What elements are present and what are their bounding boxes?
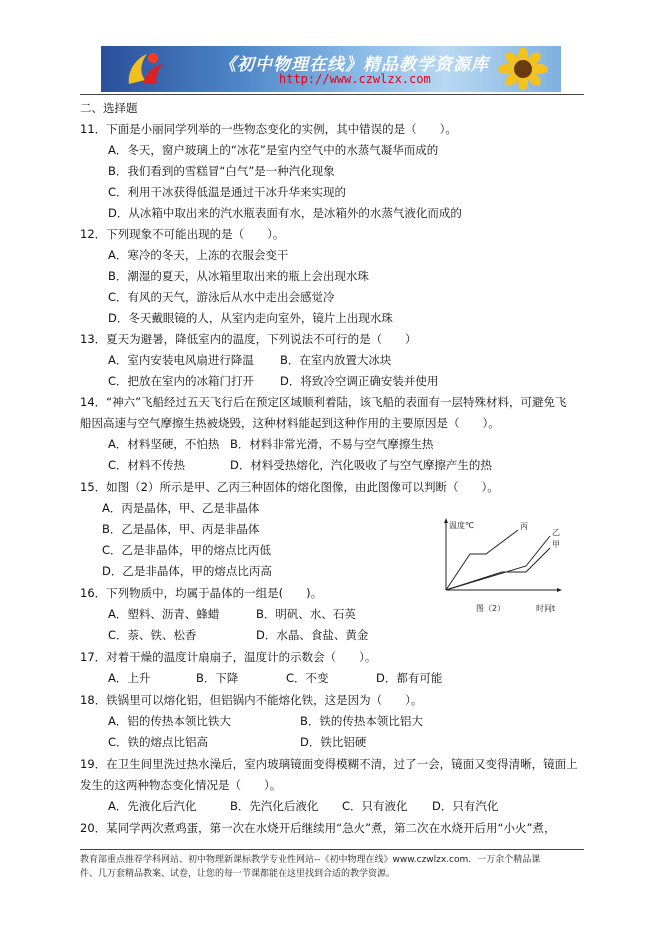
question-19-stem-line1: 19．在卫生间里洗过热水澡后，室内玻璃镜面变得模糊不清，过了一会，镜面又变得清晰，镜面上 bbox=[80, 757, 578, 771]
question-14-stem-line2: 船因高速与空气摩擦生热被烧毁，这种材料能起到这种作用的主要原因是（ ）。 bbox=[80, 416, 500, 430]
question-17-option-b: B．下降 bbox=[196, 671, 239, 685]
question-11-option-c: C．利用干冰获得低温是通过干冰升华来实现的 bbox=[108, 185, 347, 199]
question-16-option-c: C．萘、铁、松香 bbox=[108, 628, 197, 642]
question-18-stem: 18．铁锅里可以熔化铝，但铝锅内不能熔化铁，这是因为（ ）。 bbox=[80, 693, 423, 707]
question-11-option-d: D．从冰箱中取出来的汽水瓶表面有水，是冰箱外的水蒸气液化而成的 bbox=[108, 206, 462, 220]
question-13-option-c: C．把放在室内的冰箱门打开 bbox=[108, 374, 255, 388]
question-13-option-d: D．将致冷空调正确安装并使用 bbox=[280, 374, 439, 388]
question-19-option-a: A．先液化后汽化 bbox=[108, 799, 197, 813]
banner-title: 《初中物理在线》精品教学资源库 bbox=[219, 55, 489, 75]
question-14-option-b: B．材料非常光滑，不易与空气摩擦生热 bbox=[230, 437, 434, 451]
y-axis-arrow-icon bbox=[444, 518, 448, 523]
question-12-option-d: D．冬天戴眼镜的人，从室内走向室外，镜片上出现水珠 bbox=[108, 311, 393, 325]
question-14-option-d: D．材料受热熔化，汽化吸收了与空气摩擦产生的热 bbox=[230, 458, 492, 472]
series-line-2 bbox=[446, 548, 550, 590]
series-label-0: 丙 bbox=[520, 522, 528, 531]
question-17-option-a: A．上升 bbox=[108, 671, 151, 685]
question-15-option-d: D．乙是非晶体，甲的熔点比丙高 bbox=[102, 564, 272, 578]
footer-divider bbox=[80, 849, 584, 850]
question-15-option-b: B．乙是晶体，甲、丙是非晶体 bbox=[102, 522, 260, 536]
question-16-option-b: B．明矾、水、石英 bbox=[256, 607, 356, 621]
chart-title: 图（2） bbox=[476, 604, 506, 613]
site-logo-icon bbox=[123, 50, 175, 88]
header-divider bbox=[80, 94, 584, 95]
question-19-stem-line2: 发生的这两种物态变化情况是（ ）。 bbox=[80, 778, 282, 792]
question-17-option-d: D．都有可能 bbox=[376, 671, 443, 685]
question-13-option-a: A．室内安装电风扇进行降温 bbox=[108, 353, 254, 367]
header-banner bbox=[101, 46, 561, 92]
question-11-option-a: A．冬天，窗户玻璃上的“冰花”是室内空气中的水蒸气凝华而成的 bbox=[108, 143, 439, 157]
question-18-option-c: C．铁的熔点比铝高 bbox=[108, 735, 209, 749]
question-12-option-c: C．有风的天气，游泳后从水中走出会感觉冷 bbox=[108, 290, 335, 304]
series-line-0 bbox=[446, 530, 518, 590]
question-12-option-b: B．潮湿的夏天，从冰箱里取出来的瓶上会出现水珠 bbox=[108, 269, 369, 283]
banner-url[interactable]: http://www.czwlzx.com bbox=[279, 72, 431, 86]
question-17-option-c: C．不变 bbox=[286, 671, 329, 685]
question-19-option-d: D．只有汽化 bbox=[432, 799, 499, 813]
question-12-option-a: A．寒冷的冬天，上冻的衣服会变干 bbox=[108, 248, 289, 262]
question-16-option-a: A．塑料、沥青、蜂蜡 bbox=[108, 607, 220, 621]
footer-note bbox=[80, 853, 586, 881]
question-15-option-a: A．丙是晶体，甲、乙是非晶体 bbox=[102, 501, 260, 515]
sunflower-icon bbox=[493, 48, 553, 90]
question-13-option-b: B．在室内放置大冰块 bbox=[280, 353, 392, 367]
question-17-stem: 17．对着干燥的温度计扇扇子，温度计的示数会（ ）。 bbox=[80, 650, 377, 664]
x-axis-label: 时间t bbox=[536, 604, 556, 613]
x-axis-arrow-icon bbox=[557, 588, 562, 592]
question-11-option-b: B．我们看到的雪糕冒“白气”是一种汽化现象 bbox=[108, 164, 335, 178]
question-19-option-c: C．只有液化 bbox=[342, 799, 408, 813]
footer-line-1: 教育部重点推荐学科网站、初中物理新课标教学专业性网站--《初中物理在线》www.czwlzx.com．一万余个精品课 bbox=[80, 855, 541, 865]
series-label-1: 乙 bbox=[552, 528, 560, 537]
question-16-stem: 16．下列物质中，均属于晶体的一组是( )。 bbox=[80, 586, 323, 600]
y-axis-label: 温度℃ bbox=[449, 521, 474, 530]
question-16-option-d: D．水晶、食盐、黄金 bbox=[256, 628, 369, 642]
question-20-stem: 20．某同学两次煮鸡蛋，第一次在水烧开后继续用“急火”煮，第二次在水烧开后用“小火”煮， bbox=[80, 821, 556, 835]
section-title: 二、选择题 bbox=[80, 101, 138, 115]
question-15-stem: 15．如图（2）所示是甲、乙丙三种固体的熔化图像，由此图像可以判断（ ）。 bbox=[80, 480, 499, 494]
question-14-stem-line1: 14．“神六”飞船经过五天飞行后在预定区域顺利着陆，该飞船的表面有一层特殊材料，可避免飞 bbox=[80, 395, 567, 409]
series-label-2: 甲 bbox=[552, 540, 560, 549]
question-18-option-a: A．铝的传热本领比铁大 bbox=[108, 714, 231, 728]
footer-line-2: 件、几万套精品教案、试卷，让您的每一节课都能在这里找到合适的教学资源。 bbox=[80, 869, 396, 879]
question-13-stem: 13．夏天为避暑，降低室内的温度，下列说法不可行的是（ ） bbox=[80, 332, 417, 346]
question-18-option-b: B．铁的传热本领比铝大 bbox=[300, 714, 423, 728]
question-14-option-a: A．材料坚硬，不怕热 bbox=[108, 437, 220, 451]
question-14-option-c: C．材料不传热 bbox=[108, 458, 186, 472]
question-11-stem: 11．下面是小丽同学列举的一些物态变化的实例，其中错误的是（ ）。 bbox=[80, 122, 457, 136]
question-15-option-c: C．乙是非晶体，甲的熔点比丙低 bbox=[102, 543, 272, 557]
question-18-option-d: D．铁比铝硬 bbox=[300, 735, 367, 749]
question-12-stem: 12．下列现象不可能出现的是（ ）。 bbox=[80, 227, 285, 241]
melting-graph bbox=[436, 518, 564, 618]
question-19-option-b: B．先汽化后液化 bbox=[230, 799, 319, 813]
